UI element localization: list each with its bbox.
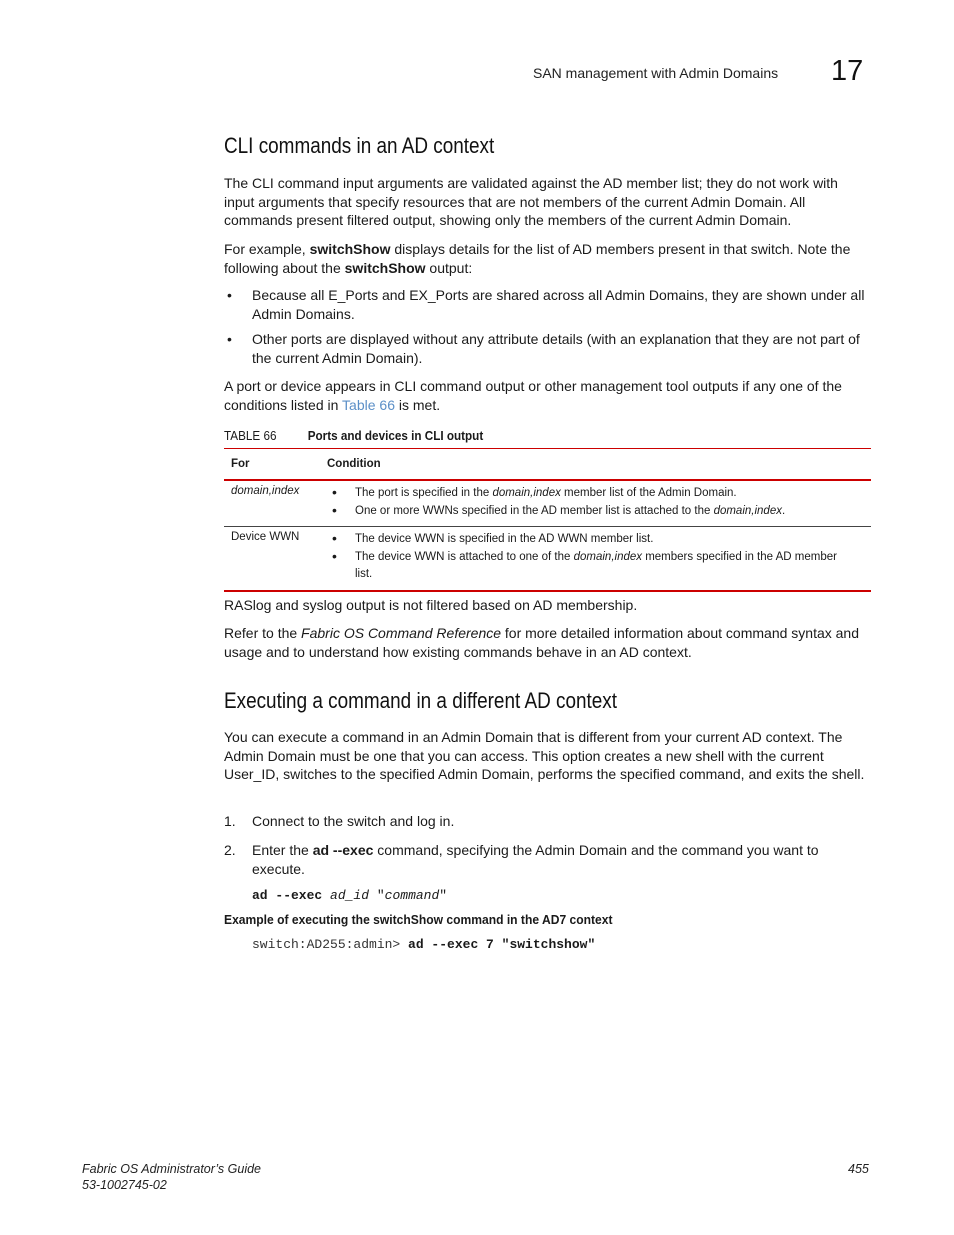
table-caption [224, 428, 483, 443]
cell-for: Device WWN [231, 531, 300, 543]
column-header-for: For [224, 449, 327, 481]
column-header-condition: Condition [327, 449, 871, 481]
table-row [224, 480, 871, 527]
step-number: 1. [224, 813, 236, 829]
step-number: 2. [224, 842, 236, 858]
section1-paragraph-4: RASlog and syslog output is not filtered based on AD membership. [224, 597, 638, 613]
chapter-number: 17 [831, 55, 864, 87]
table-title: Ports and devices in CLI output [307, 428, 484, 443]
table-66 [224, 448, 871, 592]
running-header: SAN management with Admin Domains [533, 65, 779, 81]
section2-paragraph-1: You can execute a command in an Admin Domain that is different from your current AD context. The Admin Domain must be one that you can access. This option creates a new shell with the current User_ID, switches to the specified Admin Domain, performs the specified command, and exits the shell. [224, 729, 865, 783]
bullet-icon: • [227, 331, 232, 347]
section1-paragraph-1: The CLI command input arguments are validated against the AD member list; they do not work with input arguments that specify resources that are not members of the current Admin Domain. All commands present filtered output, showing only the members of the current Admin Domain. [224, 175, 838, 229]
bullet-icon: • [227, 287, 232, 303]
command-switchshow: switchShow [309, 241, 391, 257]
condition-item: • The port is specified in the domain,index member list of the Admin Domain. [327, 485, 871, 503]
section1-paragraph-2: For example, switchShow displays details for the list of AD members present in that switch. Note the following about the switchShow output: [224, 241, 851, 276]
table-label: TABLE 66 [224, 428, 277, 443]
reference-title: Fabric OS Command Reference [301, 625, 502, 641]
example-caption: Example of executing the switchShow command in the AD7 context [224, 912, 613, 927]
condition-item: • One or more WWNs specified in the AD member list is attached to the domain,index. [327, 503, 871, 521]
table-row [224, 527, 871, 591]
footer-guide-title: Fabric OS Administrator’s Guide [82, 1162, 261, 1176]
example-input: ad --exec 7 "switchshow" [408, 937, 596, 952]
footer-doc-number: 53-1002745-02 [82, 1178, 167, 1192]
section1-paragraph-3: A port or device appears in CLI command output or other management tool outputs if any one of the conditions listed in Table 66 is met. [224, 378, 842, 413]
section1-paragraph-5: Refer to the Fabric OS Command Reference for more detailed information about command syntax and usage and to understand how existing commands behave in an AD context. [224, 625, 859, 660]
cell-for: domain,index [231, 485, 300, 497]
example-prompt: switch:AD255:admin> [252, 937, 409, 952]
section-heading-cli-commands: CLI commands in an AD context [224, 133, 495, 158]
section-heading-executing-command: Executing a command in a different AD context [224, 688, 617, 713]
table-66-link[interactable]: Table 66 [342, 396, 395, 413]
command-switchshow: switchShow [344, 259, 426, 276]
command-ad-exec: ad --exec [312, 842, 374, 858]
example-command [252, 937, 595, 952]
footer-page-number: 455 [848, 1162, 869, 1176]
condition-item: • The device WWN is attached to one of the domain,index members specified in the AD member list. [327, 549, 841, 584]
command-syntax: ad --exec ad_id "command" [252, 888, 448, 903]
condition-item: • The device WWN is specified in the AD WWN member list. [327, 531, 841, 549]
